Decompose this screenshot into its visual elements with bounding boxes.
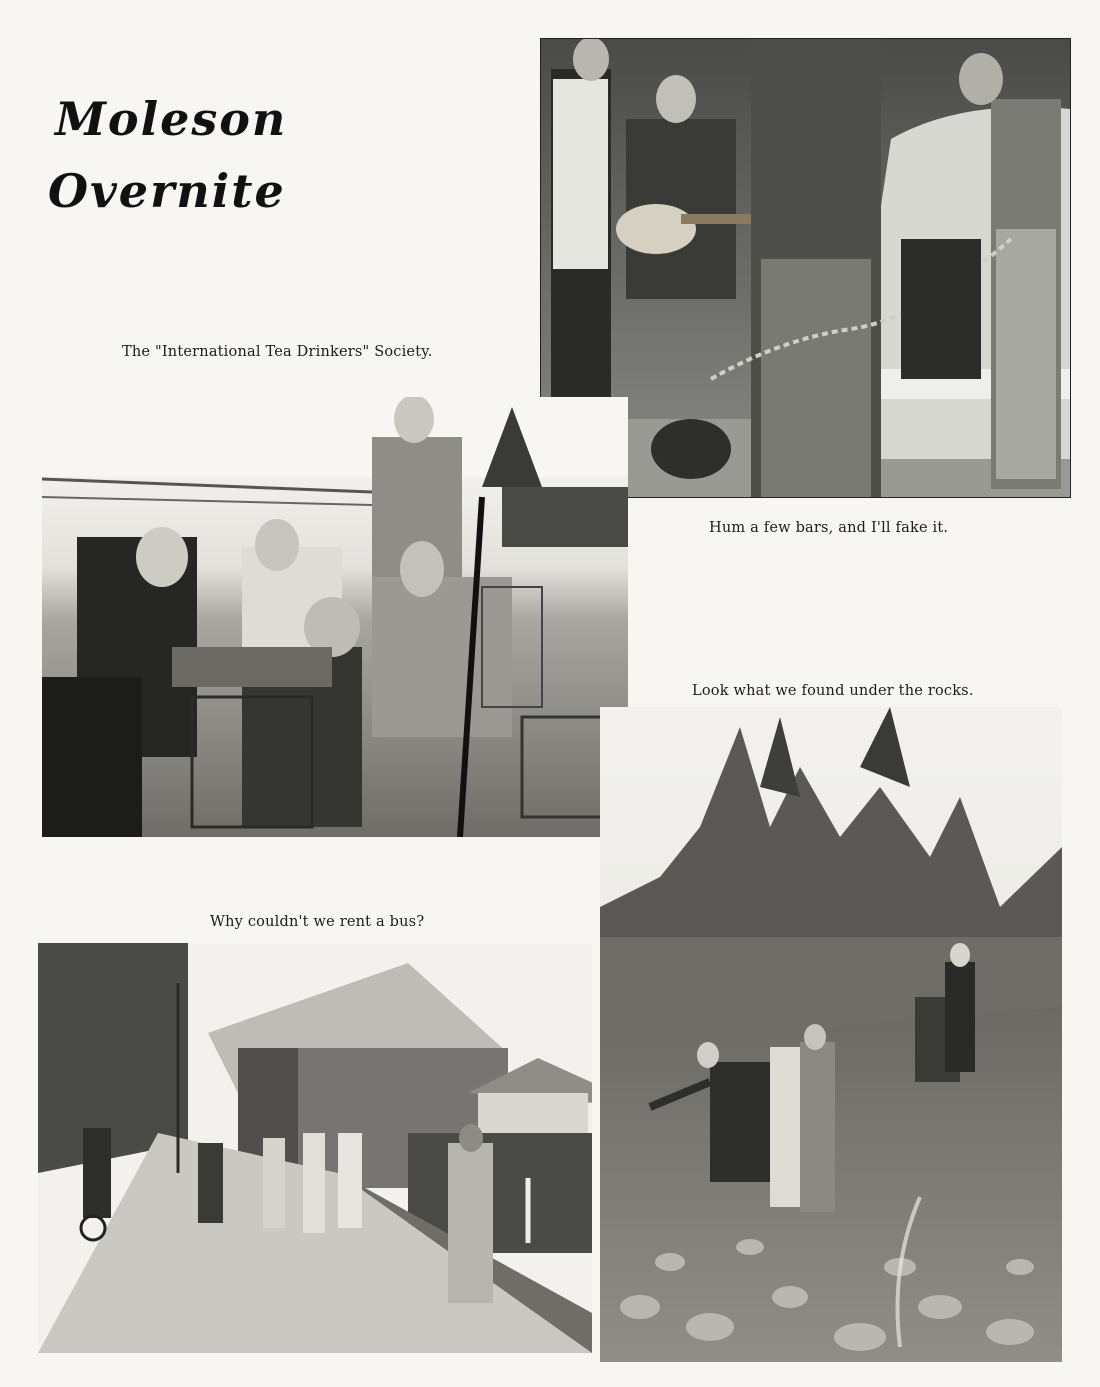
bus-caption: Why couldn't we rent a bus? xyxy=(210,914,425,930)
tea-caption: The "International Tea Drinkers" Society. xyxy=(122,344,433,360)
rocks-caption: Look what we found under the rocks. xyxy=(692,683,974,699)
road-barn-photo xyxy=(38,943,592,1353)
page-title-line-2: Overnite xyxy=(48,164,286,218)
tea-drinkers-photo xyxy=(42,397,628,837)
rocky-hillside-photo xyxy=(600,707,1062,1362)
page-title-line-1: Moleson xyxy=(55,92,288,146)
hum-caption: Hum a few bars, and I'll fake it. xyxy=(709,520,949,536)
